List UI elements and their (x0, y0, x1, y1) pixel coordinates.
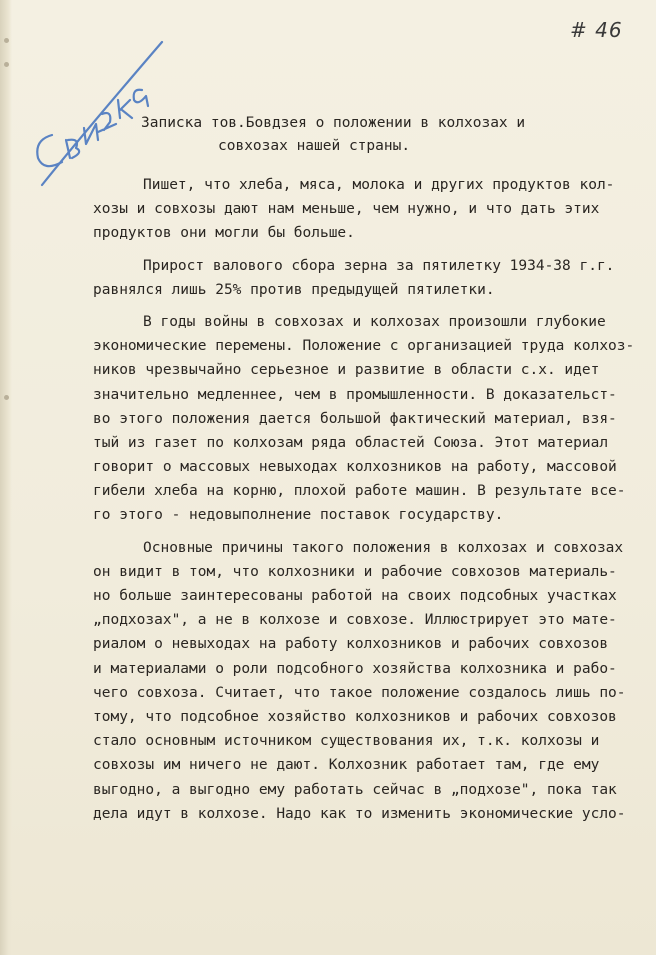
text-line: продуктов они могли бы больше. (93, 225, 355, 242)
document-title (0, 112, 656, 158)
text-line: он видит в том, что колхозники и рабочие совхозов материаль- (93, 563, 617, 580)
text-line: во этого положения дается большой фактический материал, взя- (93, 410, 617, 427)
text-line: Пишет, что хлеба, мяса, молока и других продуктов кол- (143, 177, 615, 193)
text-line: говорит о массовых невыходах колхозников на работу, массовой (93, 459, 617, 476)
text-line: выгодно, а выгодно ему работать сейчас в „подхозе", пока так (93, 781, 617, 798)
text-line: стало основным источником существования их, т.к. колхозы и (93, 733, 600, 750)
paragraph (0, 254, 656, 302)
text-line: В годы войны в совхозах и колхозах произошли глубокие (143, 313, 606, 330)
text-line: совхозы им ничего не дают. Колхозник работает там, где ему (93, 757, 600, 774)
text-line: го этого - недовыполнение поставок государству. (93, 507, 504, 524)
title-line: совхозах нашей страны. (218, 138, 411, 154)
text-line: гибели хлеба на корню, плохой работе машин. В результате все- (93, 483, 626, 500)
paragraph (0, 173, 656, 246)
text-line: ников чрезвычайно серьезное и развитие в области с.х. идет (93, 362, 600, 379)
text-line: экономические перемены. Положение с организацией труда колхоз- (93, 338, 635, 355)
text-line: риалом о невыходах на работу колхозников и рабочих совхозов (93, 636, 609, 653)
document-body (0, 173, 656, 826)
text-line: хозы и совхозы дают нам меньше, чем нужно, и что дать этих (93, 201, 600, 218)
paragraph (0, 536, 656, 826)
text-line: Основные причины такого положения в колхозах и совхозах (143, 539, 624, 556)
punch-hole (4, 62, 9, 67)
text-line: значительно медленнее, чем в промышленности. В доказательст- (93, 386, 617, 403)
text-line: чего совхоза. Считает, что такое положение создалось лишь по- (93, 684, 626, 701)
text-line: но больше заинтересованы работой на своих подсобных участках (93, 588, 617, 604)
text-line: тый из газет по колхозам ряда областей Союза. Этот материал (93, 434, 609, 451)
text-line: Прирост валового сбора зерна за пятилетку 1934-38 г.г. (143, 257, 615, 274)
text-line: и материалами о роли подсобного хозяйства колхозника и рабо- (93, 660, 617, 677)
text-line: дела идут в колхозе. Надо как то изменить экономические усло- (93, 805, 626, 822)
text-line: равнялся лишь 25% против предыдущей пятилетки. (93, 281, 495, 298)
text-line: „подхозах", а не в колхозе и совхозе. Иллюстрирует это мате- (93, 612, 617, 629)
paragraph (0, 310, 656, 528)
text-line: тому, что подсобное хозяйство колхозников и рабочих совхозов (93, 708, 617, 725)
page-number: # 46 (570, 18, 623, 42)
punch-hole (4, 38, 9, 43)
title-line: Записка тов.Бовдзея о положении в колхозах и (141, 115, 526, 131)
